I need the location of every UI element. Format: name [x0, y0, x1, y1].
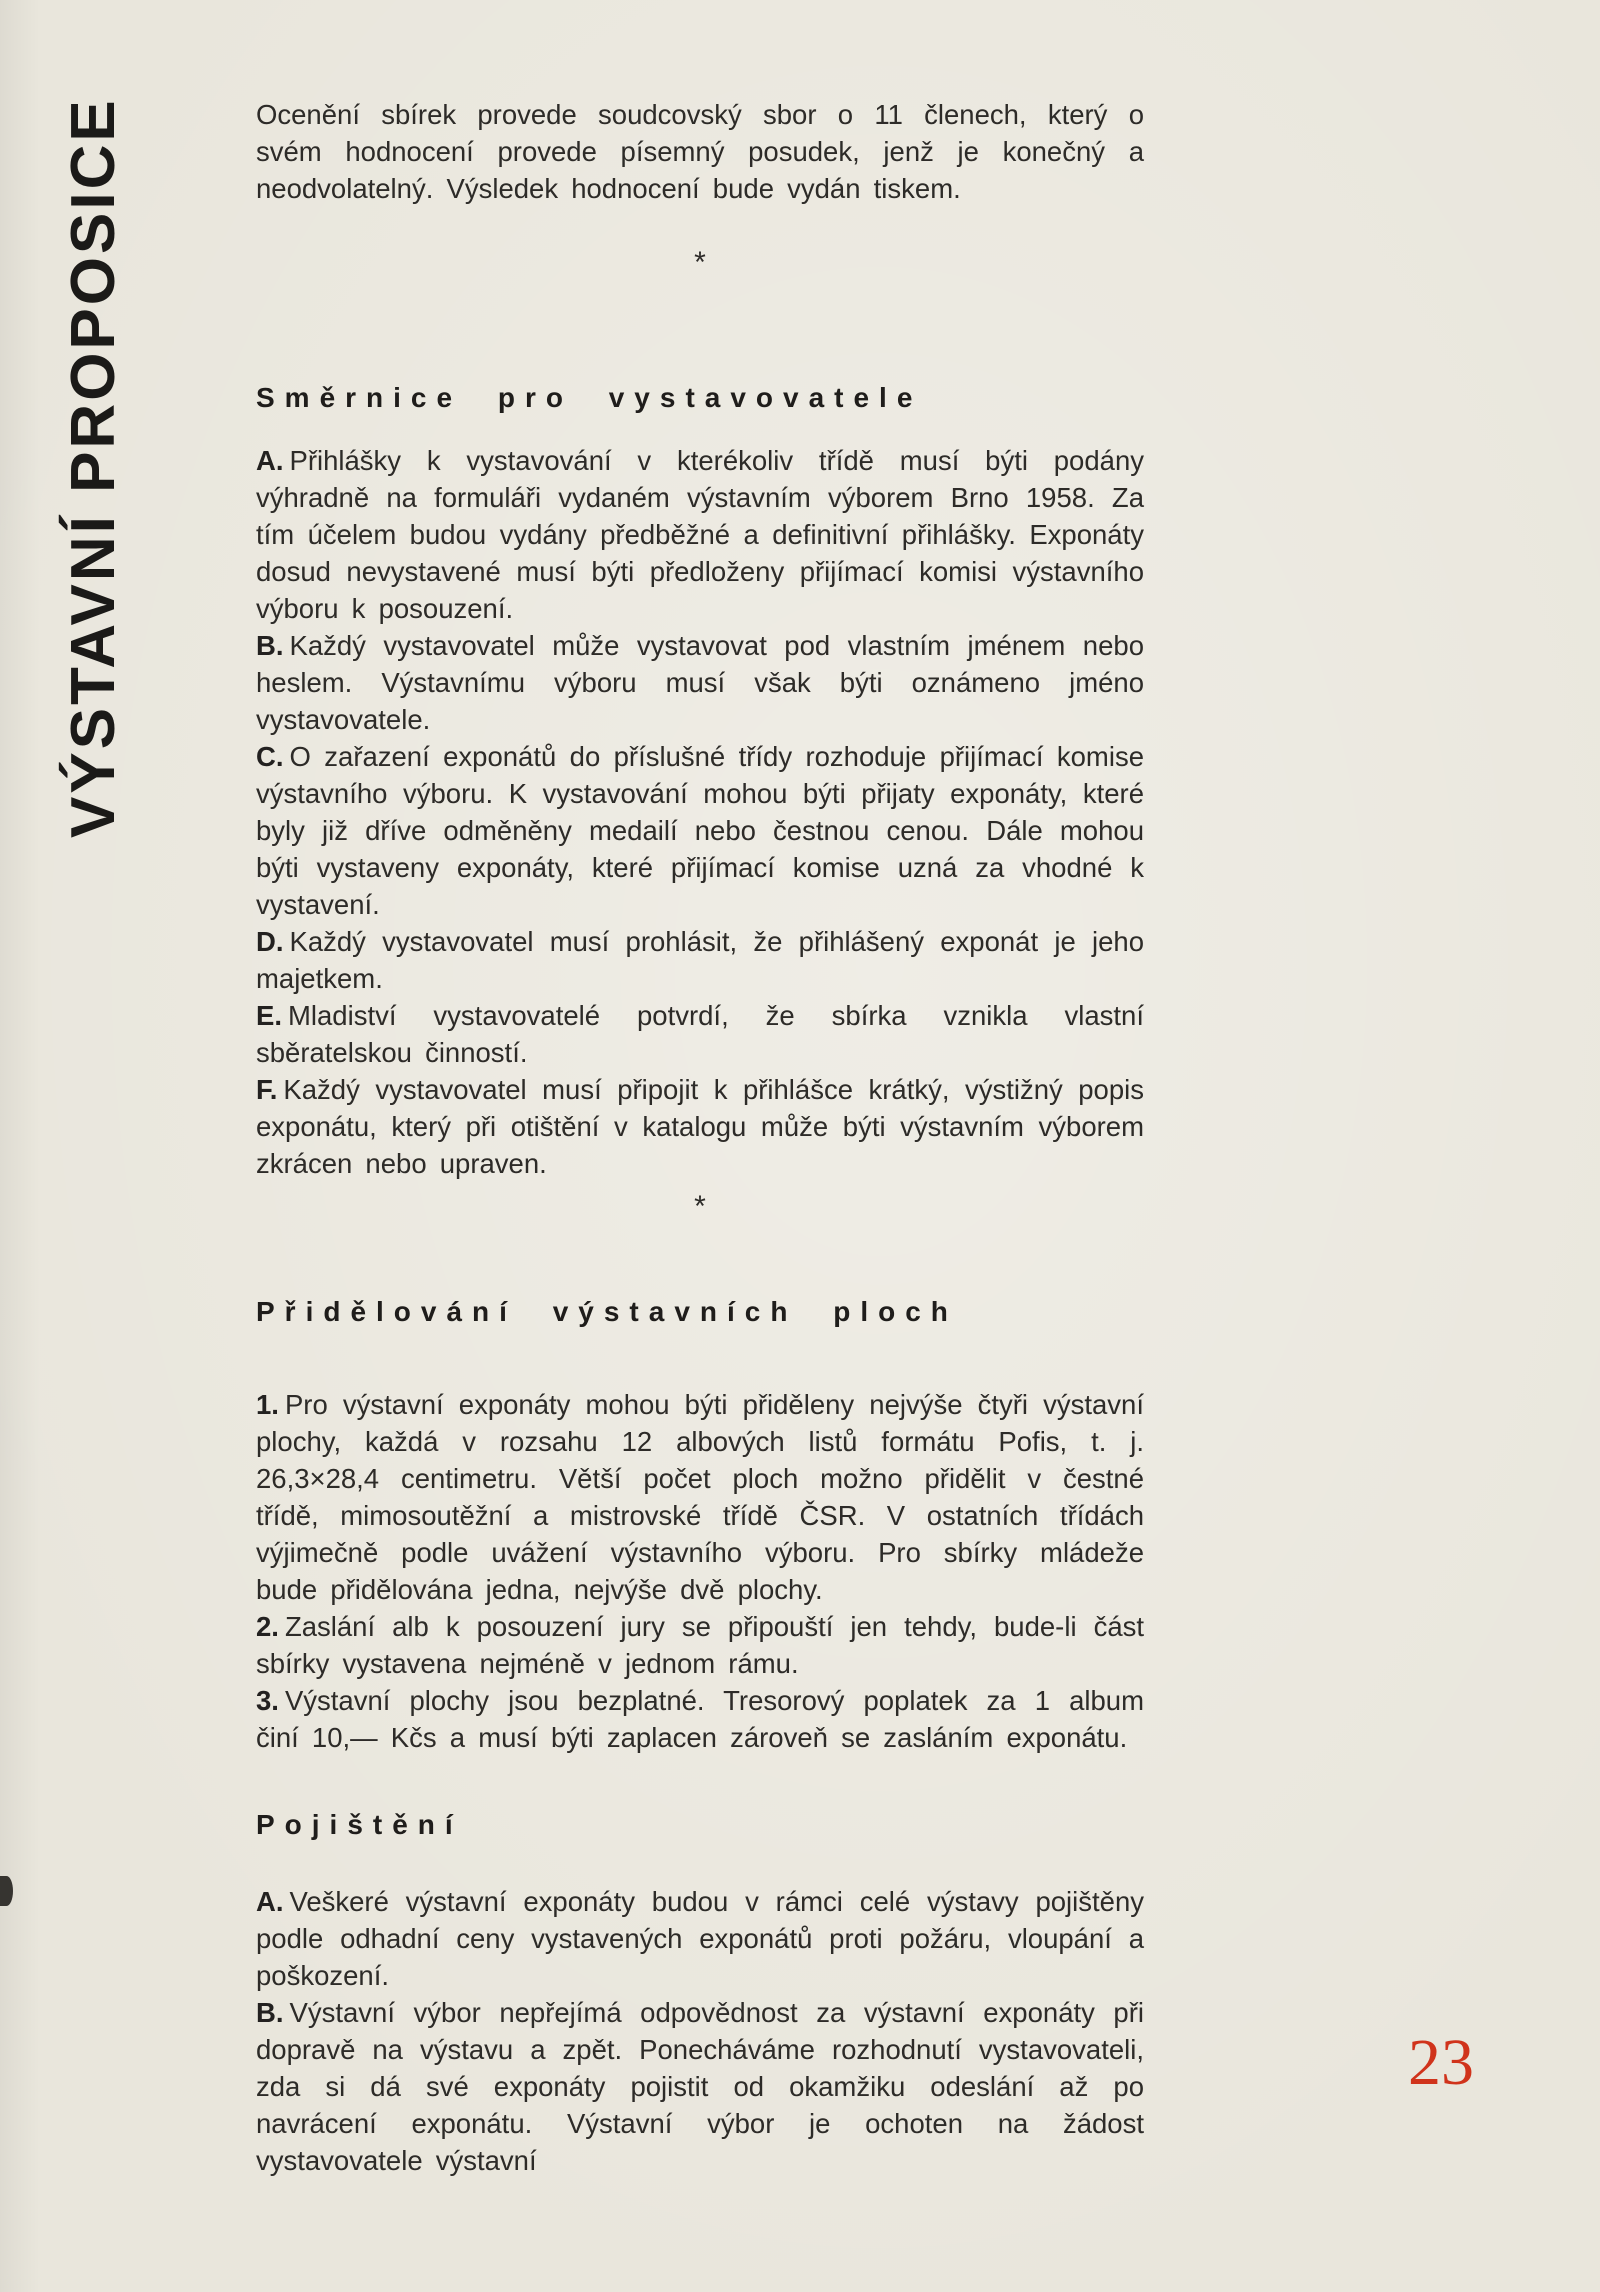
- list-item: [256, 923, 1144, 997]
- list-item: [256, 1608, 1144, 1682]
- list-item: [256, 627, 1144, 738]
- item-text: Výstavní výbor nepřejímá odpovědnost za výstavní exponáty při dopravě na výstavu a zpět. Ponecháváme rozhodnutí vystavovateli, zda si dá své exponáty pojistit od okamžiku odeslání až po navrácení exponátu. Výstavní výbor je ochoten na žádost vystavovatele výstavní: [256, 1997, 1144, 2176]
- item-label: B.: [256, 1997, 284, 2028]
- text-column: [256, 96, 1144, 2179]
- list-item: [256, 442, 1144, 627]
- list-item: [256, 1994, 1144, 2179]
- list-item: [256, 1883, 1144, 1994]
- section-heading-pojisteni: Pojištění: [256, 1809, 463, 1840]
- item-label: 2.: [256, 1611, 279, 1642]
- asterisk-separator: *: [694, 1190, 706, 1223]
- scan-edge-artifact: [0, 1876, 13, 1906]
- section-items-pojisteni: [256, 1883, 1144, 2179]
- item-label: 3.: [256, 1685, 279, 1716]
- section-heading-pridelovani: Přidělování výstavních ploch: [256, 1296, 958, 1327]
- item-label: 1.: [256, 1389, 279, 1420]
- item-label: E.: [256, 1000, 282, 1031]
- list-item: [256, 738, 1144, 923]
- sidebar-vertical-title: VÝSTAVNÍ PROPOSICE: [59, 97, 128, 838]
- item-label: F.: [256, 1074, 278, 1105]
- item-text: Přihlášky k vystavování v kterékoliv třídě musí býti podány výhradně na formuláři vydaném výstavním výborem Brno 1958. Za tím účelem budou vydány předběžné a definitivní přihlášky. Exponáty dosud nevystavené musí býti předloženy přijímací komisi výstavního výboru k posouzení.: [256, 445, 1144, 624]
- item-text: Každý vystavovatel musí připojit k přihlášce krátký, výstižný popis exponátu, který při otištění v katalogu může býti výstavním výborem zkrácen nebo upraven.: [256, 1074, 1144, 1179]
- list-item: [256, 1682, 1144, 1756]
- item-label: D.: [256, 926, 284, 957]
- item-text: O zařazení exponátů do příslušné třídy rozhoduje přijímací komise výstavního výboru. K vystavování mohou býti přijaty exponáty, které byly již dříve odměněny medailí nebo čestnou cenou. Dále mohou býti vystaveny exponáty, které přijímací komise uzná za vhodné k vystavení.: [256, 741, 1144, 920]
- intro-paragraph: Ocenění sbírek provede soudcovský sbor o 11 členech, který o svém hodnocení provede písemný posudek, jenž je konečný a neodvolatelný. Výsledek hodnocení bude vydán tiskem.: [256, 99, 1144, 204]
- item-label: A.: [256, 1886, 284, 1917]
- section-items-pridelovani: [256, 1386, 1144, 1756]
- list-item: [256, 997, 1144, 1071]
- item-text: Veškeré výstavní exponáty budou v rámci celé výstavy pojištěny podle odhadní ceny vystavených exponátů proti požáru, vloupání a poškození.: [256, 1886, 1144, 1991]
- section-heading-smernice: Směrnice pro vystavovatele: [256, 382, 923, 413]
- item-text: Mladiství vystavovatelé potvrdí, že sbírka vznikla vlastní sběratelskou činností.: [256, 1000, 1144, 1068]
- item-text: Každý vystavovatel musí prohlásit, že přihlášený exponát je jeho majetkem.: [256, 926, 1144, 994]
- item-text: Zaslání alb k posouzení jury se připouští jen tehdy, bude-li část sbírky vystavena nejméně v jednom rámu.: [256, 1611, 1144, 1679]
- item-label: C.: [256, 741, 284, 772]
- item-text: Výstavní plochy jsou bezplatné. Tresorový poplatek za 1 album činí 10,— Kčs a musí býti zaplacen zároveň se zasláním exponátu.: [256, 1685, 1144, 1753]
- section-items-smernice: [256, 442, 1144, 1182]
- page-number: 23: [1408, 2026, 1474, 2099]
- sidebar-vertical-title-area: [56, 86, 156, 838]
- list-item: [256, 1386, 1144, 1608]
- asterisk-separator: *: [694, 246, 706, 279]
- item-text: Pro výstavní exponáty mohou býti přiděleny nejvýše čtyři výstavní plochy, každá v rozsahu 12 albových listů formátu Pofis, t. j. 26,3×28,4 centimetru. Větší počet ploch možno přidělit v čestné třídě, mimosoutěžní a mistrovské třídě ČSR. V ostatních třídách výjimečně podle uvážení výstavního výboru. Pro sbírky mládeže bude přidělována jedna, nejvýše dvě plochy.: [256, 1389, 1144, 1605]
- item-label: A.: [256, 445, 284, 476]
- list-item: [256, 1071, 1144, 1182]
- item-label: B.: [256, 630, 284, 661]
- item-text: Každý vystavovatel může vystavovat pod vlastním jménem nebo heslem. Výstavnímu výboru musí však býti oznámeno jméno vystavovatele.: [256, 630, 1144, 735]
